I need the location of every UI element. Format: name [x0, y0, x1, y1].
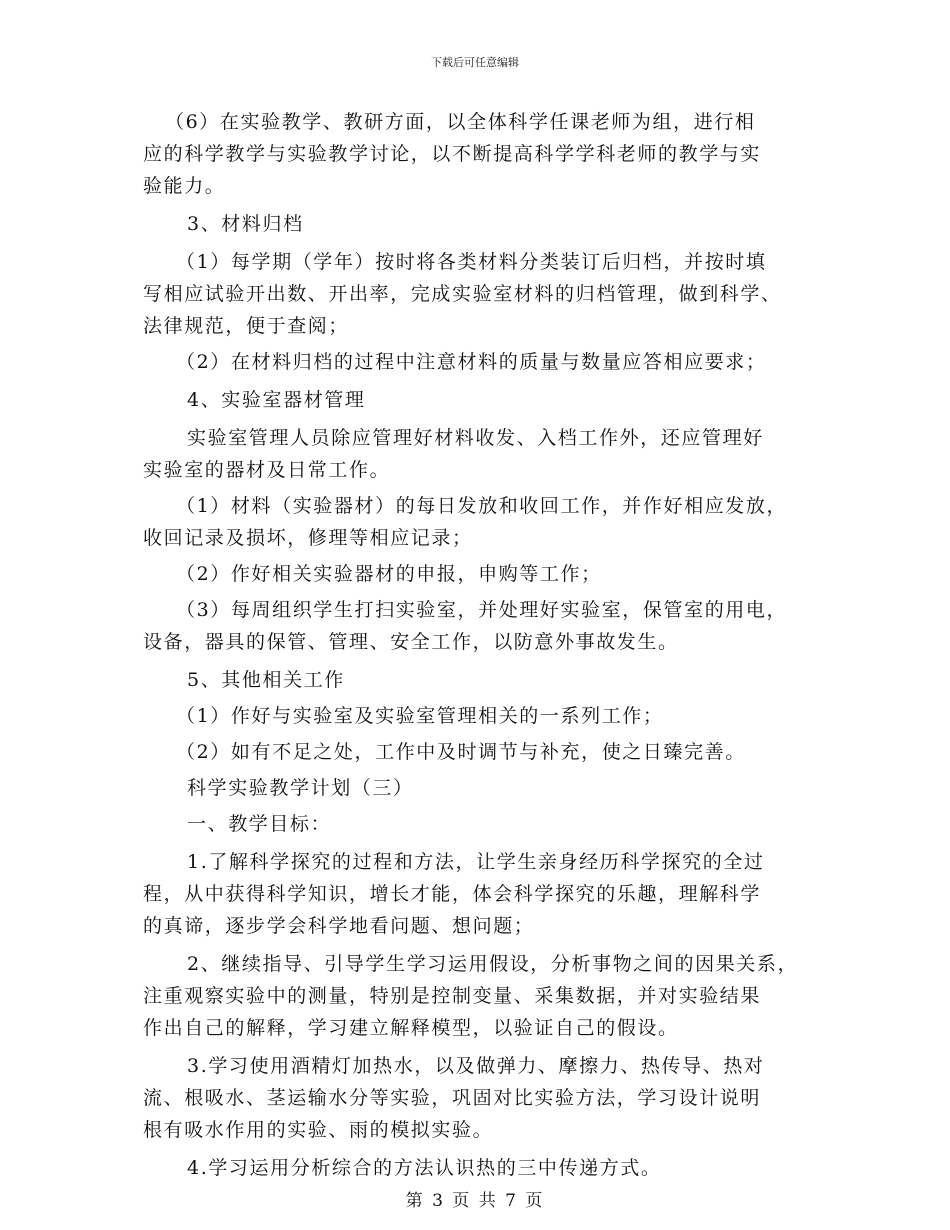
text-line: （2）在材料归档的过程中注意材料的质量与数量应答相应要求； — [176, 351, 767, 373]
text-line: （1）材料（实验器材）的每日发放和收回工作，并作好相应发放， — [176, 495, 788, 517]
text-line: 1.了解科学探究的过程和方法，让学生亲身经历科学探究的全过 — [187, 851, 765, 873]
text-line: 应的科学教学与实验教学讨论，以不断提高科学学科老师的教学与实 — [143, 143, 762, 165]
text-line: 根有吸水作用的实验、雨的模拟实验。 — [143, 1119, 494, 1141]
text-line: 法律规范，便于查阅； — [143, 315, 350, 337]
text-line: 的真谛，逐步学会科学地看问题、想问题； — [143, 915, 535, 937]
text-line: 实验室管理人员除应管理好材料收发、入档工作外，还应管理好 — [187, 427, 764, 449]
text-line: 3、材料归档 — [187, 213, 304, 235]
text-line: 4、实验室器材管理 — [187, 389, 366, 411]
text-line: 5、其他相关工作 — [187, 669, 345, 691]
text-line: 实验室的器材及日常工作。 — [143, 459, 391, 481]
text-line: 2、继续指导、引导学生学习运用假设，分析事物之间的因果关系， — [187, 953, 799, 975]
text-line: 程，从中获得科学知识，增长才能，体会科学探究的乐趣，理解科学 — [143, 883, 762, 905]
text-line: 作出自己的解释，学习建立解释模型，以验证自己的假设。 — [143, 1017, 679, 1039]
text-line: 流、根吸水、茎运输水分等实验，巩固对比实验方法，学习设计说明 — [143, 1087, 762, 1109]
text-line: 验能力。 — [143, 175, 226, 197]
text-line: （1）作好与实验室及实验室管理相关的一系列工作； — [176, 705, 664, 727]
text-line: 写相应试验开出数、开出率，完成实验室材料的归档管理，做到科学、 — [143, 283, 782, 305]
text-line: 注重观察实验中的测量，特别是控制变量、采集数据，并对实验结果 — [143, 985, 762, 1007]
page-footer: 第 3 页 共 7 页 — [405, 1191, 545, 1211]
text-line: （3）每周组织学生打扫实验室，并处理好实验室，保管室的用电， — [176, 599, 788, 621]
text-line: 设备，器具的保管、管理、安全工作，以防意外事故发生。 — [143, 631, 679, 653]
text-line: （6）在实验教学、教研方面，以全体科学任课老师为组，进行相 — [165, 111, 756, 133]
text-line: 收回记录及损坏，修理等相应记录； — [143, 527, 473, 549]
text-line: 科学实验教学计划（三） — [187, 777, 414, 799]
document-body — [143, 106, 813, 1184]
text-line: 4.学习运用分析综合的方法认识热的三中传递方式。 — [187, 1157, 662, 1179]
page-header: 下载后可任意编辑 — [431, 56, 519, 69]
text-line: （1）每学期（学年）按时将各类材料分类装订后归档，并按时填 — [176, 251, 767, 273]
text-line: （2）作好相关实验器材的申报，申购等工作； — [176, 563, 602, 585]
text-line: （2）如有不足之处，工作中及时调节与补充，使之日臻完善。 — [176, 741, 746, 763]
text-line: 一、教学目标： — [187, 813, 332, 835]
text-line: 3.学习使用酒精灯加热水，以及做弹力、摩擦力、热传导、热对 — [187, 1055, 765, 1077]
